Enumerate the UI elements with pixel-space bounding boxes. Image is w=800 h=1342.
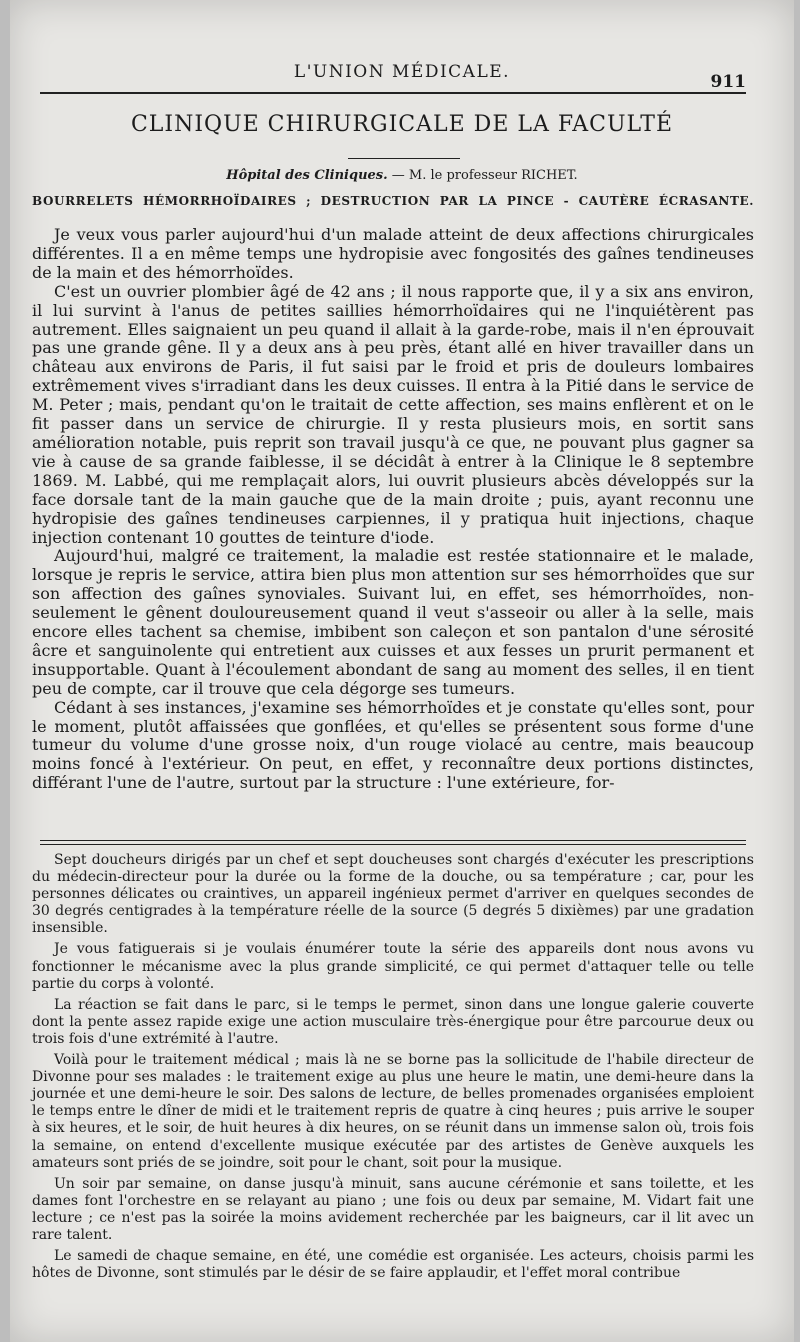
footnote-rule (40, 840, 746, 841)
body-paragraph: Je veux vous parler aujourd'hui d'un malade atteint de deux affections chirurgicales différentes. Il a en même temps une hydropisie avec fongosités des gaînes tendineuses de la main et des hémorrhoïdes. (32, 225, 754, 282)
feuilleton-paragraph: Je vous fatiguerais si je voulais énumérer toute la série des appareils dont nous avons vu fonctionner le mécanisme avec la plus grande simplicité, ce qui permet d'attaquer telle ou telle partie du corps à volonté. (32, 941, 754, 992)
feuilleton (32, 852, 754, 1286)
feuilleton-paragraph: Voilà pour le traitement médical ; mais là ne se borne pas la sollicitude de l'habile directeur de Divonne pour ses malades : le traitement exige au plus une heure le matin, une demi-heure dans la journée et une demi-heure le soir. Des salons de lecture, de belles promenades organisées emploient le temps entre le dîner de midi et le traitement repris de quatre à cinq heures ; puis arrive le souper à six heures, et le soir, de huit heures à dix heures, on se réunit dans un immense salon où, trois fois la semaine, on entend d'excellente musique exécutée par des artistes de Genève auxquels les amateurs sont priés de se joindre, soit pour le chant, soit pour la musique. (32, 1052, 754, 1171)
hospital-line (10, 168, 794, 183)
lecture-subject: BOURRELETS HÉMORRHOÏDAIRES ; DESTRUCTION PAR LA PINCE - CAUTÈRE ÉCRASANTE. (32, 194, 754, 208)
body-paragraph: Cédant à ses instances, j'examine ses hémorrhoïdes et je constate qu'elles sont, pour le moment, plutôt affaissées que gonflées, et qu'elles se présentent sous forme d'une tumeur du volume d'une grosse noix, d'un rouge violacé au centre, mais beaucoup moins foncé à l'extérieur. On peut, en effet, y reconnaître deux portions distinctes, différant l'une de l'autre, surtout par la structure : l'une extérieure, for- (32, 697, 754, 793)
header-rule (40, 92, 746, 94)
body-paragraph: C'est un ouvrier plombier âgé de 42 ans ; il nous rapporte que, il y a six ans environ, il lui survint à l'anus de petites saillies hémorrhoïdaires qui ne l'inquiétèrent pas autrement. Elles saignaient un peu quand il allait à la garde-robe, mais il n'en éprouvait pas une grande gêne. Il y a deux ans à peu près, étant allé en hiver travailler dans un château aux environs de Paris, il fut saisi par le froid et pris de douleurs lombaires extrêmement vives s'irradiant dans les deux cuisses. Il entra à la Pitié dans le service de M. Peter ; mais, pendant qu'on le traitait de cette affection, ses mains enflèrent et on le fit passer dans un service de chirurgie. Il y resta plusieurs mois, en sortit sans amélioration notable, puis reprit son travail jusqu'à ce que, ne pouvant plus gagner sa vie à cause de sa grande faiblesse, il se décidât à entrer à la Clinique le 8 septembre 1869. M. Labbé, qui me remplaçait alors, lui ouvrit plusieurs abcès développés sur la face dorsale tant de la main gauche que de la main droite ; puis, ayant reconnu une hydropisie des gaînes tendineuses carpiennes, il y pratiqua huit injections, chaque injection contenant 10 gouttes de teinture d'iode. (32, 281, 754, 547)
page-number: 911 (710, 72, 746, 92)
feuilleton-paragraph: Un soir par semaine, on danse jusqu'à minuit, sans aucune cérémonie et sans toilette, et les dames font l'orchestre en se relayant au piano ; une fois ou deux par semaine, M. Vidart fait une lecture ; ce n'est pas la soirée la moins avidement recherchée par les baigneurs, car il lit avec un rare talent. (32, 1175, 754, 1243)
article-body (32, 226, 754, 793)
section-title: CLINIQUE CHIRURGICALE DE LA FACULTÉ (130, 112, 674, 137)
feuilleton-paragraph: La réaction se fait dans le parc, si le temps le permet, sinon dans une longue galerie couverte dont la pente assez rapide exige une action musculaire très-énergique pour être parcourue deux ou trois fois d'une extrémité à l'autre. (32, 996, 754, 1047)
professor-name: — M. le professeur RICHET. (387, 168, 578, 183)
title-rule (348, 158, 460, 159)
feuilleton-paragraph: Sept doucheurs dirigés par un chef et sept doucheuses sont chargés d'exécuter les prescriptions du médecin-directeur pour la durée ou la forme de la douche, ou sa température ; car, pour les personnes délicates ou craintives, un appareil ingénieux permet d'arriver en quelques secondes de 30 degrés centigrades à la température réelle de la source (5 degrés 5 dixièmes) par une gradation insensible. (32, 852, 754, 937)
journal-page (10, 0, 794, 1342)
feuilleton-paragraph: Le samedi de chaque semaine, en été, une comédie est organisée. Les acteurs, choisis parmi les hôtes de Divonne, sont stimulés par le désir de se faire applaudir, et l'effet moral contribue (32, 1248, 754, 1282)
running-title: L'UNION MÉDICALE. (293, 62, 511, 82)
page-header (10, 62, 794, 92)
hospital-name: Hôpital des Cliniques. (226, 168, 388, 183)
body-paragraph: Aujourd'hui, malgré ce traitement, la maladie est restée stationnaire et le malade, lorsque je repris le service, attira bien plus mon attention sur ses hémorrhoïdes que sur son affection des gaînes synoviales. Suivant lui, en effet, ses hémorrhoïdes, non-seulement le gênent douloureusement quand il veut s'asseoir ou aller à la selle, mais encore elles tachent sa chemise, imbibent son caleçon et son pantalon d'une sérosité âcre et sanguinolente qui entretient aux cuisses et aux fesses un prurit permanent et insupportable. Quant à l'écoulement abondant de sang au moment des selles, il en tient peu de compte, car il trouve que cela dégorge ses tumeurs. (32, 546, 754, 698)
footnote-rule-inner (40, 844, 746, 845)
